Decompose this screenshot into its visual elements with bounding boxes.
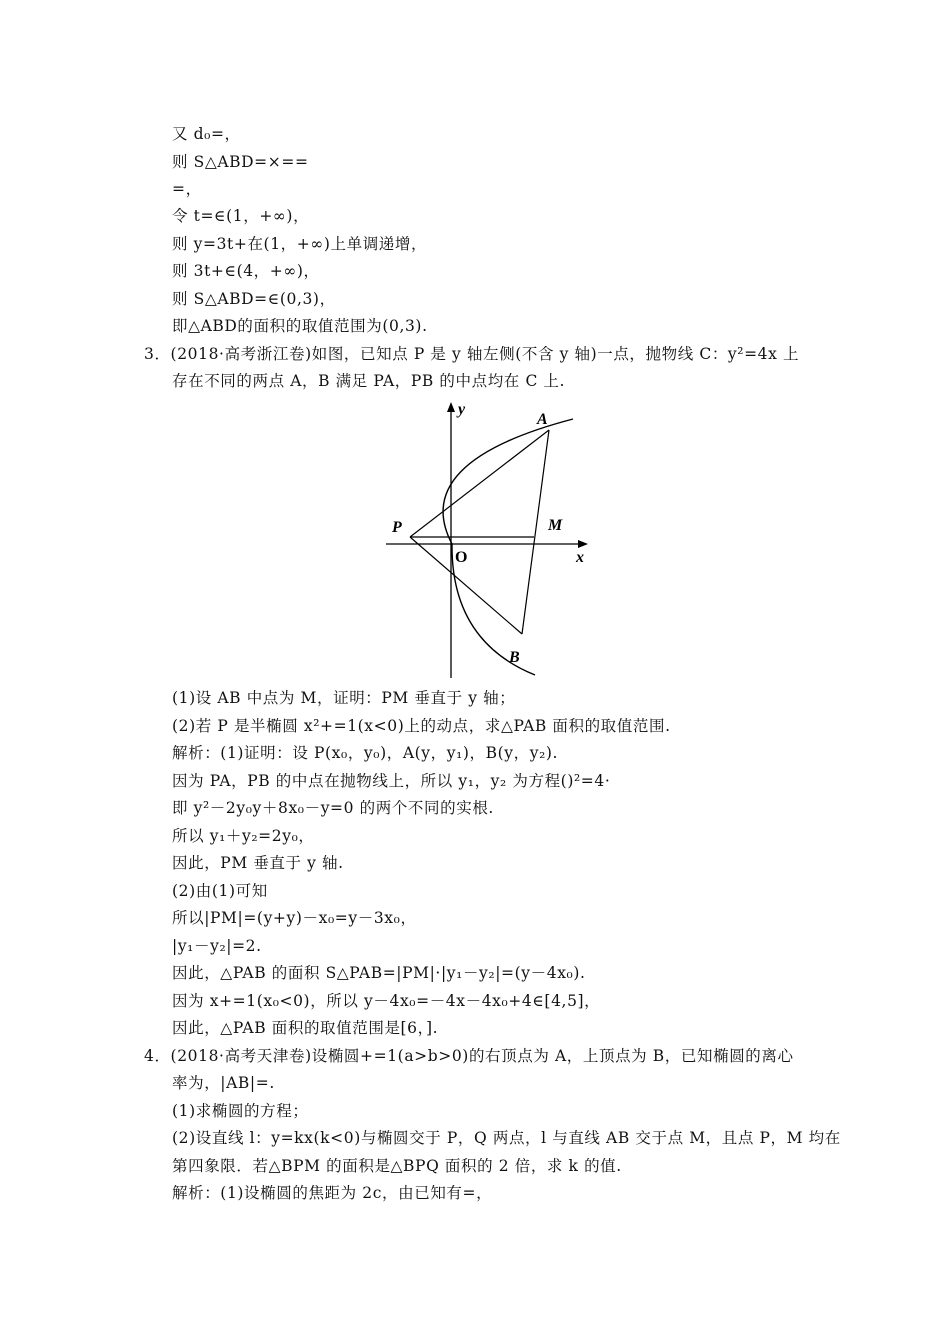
text-line-7: 则 S△ABD=∈(0,3)， bbox=[172, 290, 336, 308]
label-M: M bbox=[548, 517, 563, 534]
text-line-22: 因为 x+=1(x₀<0)，所以 y－4x₀=－4x－4x₀+4∈[4,5]， bbox=[172, 992, 601, 1010]
text-line-8: 即△ABD的面积的取值范围为(0,3). bbox=[172, 317, 428, 335]
text-line-4: 令 t=∈(1，+∞)， bbox=[172, 207, 310, 225]
text-line-5: 则 y=3t+在(1，+∞)上单调递增， bbox=[172, 235, 428, 253]
text-line-14: 因为 PA，PB 的中点在抛物线上，所以 y₁，y₂ 为方程()²=4· bbox=[172, 772, 611, 790]
problem-3-line-2: 存在不同的两点 A，B 满足 PA，PB 的中点均在 C 上. bbox=[172, 372, 566, 390]
text-line-19: 所以|PM|=(y+y)－x₀=y－3x₀， bbox=[172, 909, 417, 927]
label-A: A bbox=[537, 411, 548, 428]
text-line-2: 则 S△ABD=×== bbox=[172, 153, 309, 171]
parabola-figure bbox=[384, 398, 594, 680]
label-P: P bbox=[392, 519, 402, 536]
text-line-18: (2)由(1)可知 bbox=[172, 882, 268, 900]
text-line-20: |y₁－y₂|=2. bbox=[172, 937, 262, 955]
text-line-13: 解析：(1)证明：设 P(x₀，y₀)，A(y，y₁)，B(y，y₂). bbox=[172, 744, 559, 762]
label-B: B bbox=[509, 649, 520, 666]
text-line-29: 解析：(1)设椭圆的焦距为 2c，由已知有=， bbox=[172, 1184, 493, 1202]
text-line-1: 又 d₀=， bbox=[172, 125, 241, 143]
text-line-11: (1)设 AB 中点为 M，证明：PM 垂直于 y 轴； bbox=[172, 689, 516, 707]
text-line-21: 因此，△PAB 的面积 S△PAB=|PM|·|y₁－y₂|=(y－4x₀). bbox=[172, 964, 586, 982]
text-line-26: (1)求椭圆的方程； bbox=[172, 1102, 309, 1120]
text-line-27: (2)设直线 l：y=kx(k<0)与椭圆交于 P，Q 两点，l 与直线 AB 交于点 M，且点 P，M 均在 bbox=[172, 1129, 841, 1147]
text-line-17: 因此，PM 垂直于 y 轴. bbox=[172, 854, 344, 872]
problem-4-line-1: 4．(2018·高考天津卷)设椭圆+=1(a>b>0)的右顶点为 A，上顶点为 B，已知椭圆的离心 bbox=[144, 1047, 794, 1065]
text-line-15: 即 y²－2y₀y＋8x₀－y=0 的两个不同的实根. bbox=[172, 799, 494, 817]
label-y: y bbox=[458, 401, 466, 418]
text-line-6: 则 3t+∈(4，+∞)， bbox=[172, 262, 320, 280]
segment-PA bbox=[410, 430, 549, 537]
label-x: x bbox=[576, 549, 584, 566]
problem-3-line-1: 3．(2018·高考浙江卷)如图，已知点 P 是 y 轴左侧(不含 y 轴)一点，抛物线 C：y²=4x 上 bbox=[144, 345, 800, 363]
problem-4-line-2: 率为，|AB|=. bbox=[172, 1074, 275, 1092]
parabola-curve bbox=[443, 419, 573, 675]
x-axis-arrow bbox=[578, 540, 588, 548]
y-axis-arrow bbox=[447, 402, 455, 412]
segment-AB bbox=[522, 430, 549, 634]
text-line-28: 第四象限．若△BPM 的面积是△BPQ 面积的 2 倍，求 k 的值. bbox=[172, 1157, 622, 1175]
text-line-3: =， bbox=[172, 180, 202, 198]
label-O: O bbox=[455, 549, 468, 566]
text-line-16: 所以 y₁＋y₂=2y₀， bbox=[172, 827, 315, 845]
text-line-23: 因此，△PAB 面积的取值范围是[6，]. bbox=[172, 1019, 439, 1037]
text-line-12: (2)若 P 是半椭圆 x²+=1(x<0)上的动点，求△PAB 面积的取值范围. bbox=[172, 717, 671, 735]
